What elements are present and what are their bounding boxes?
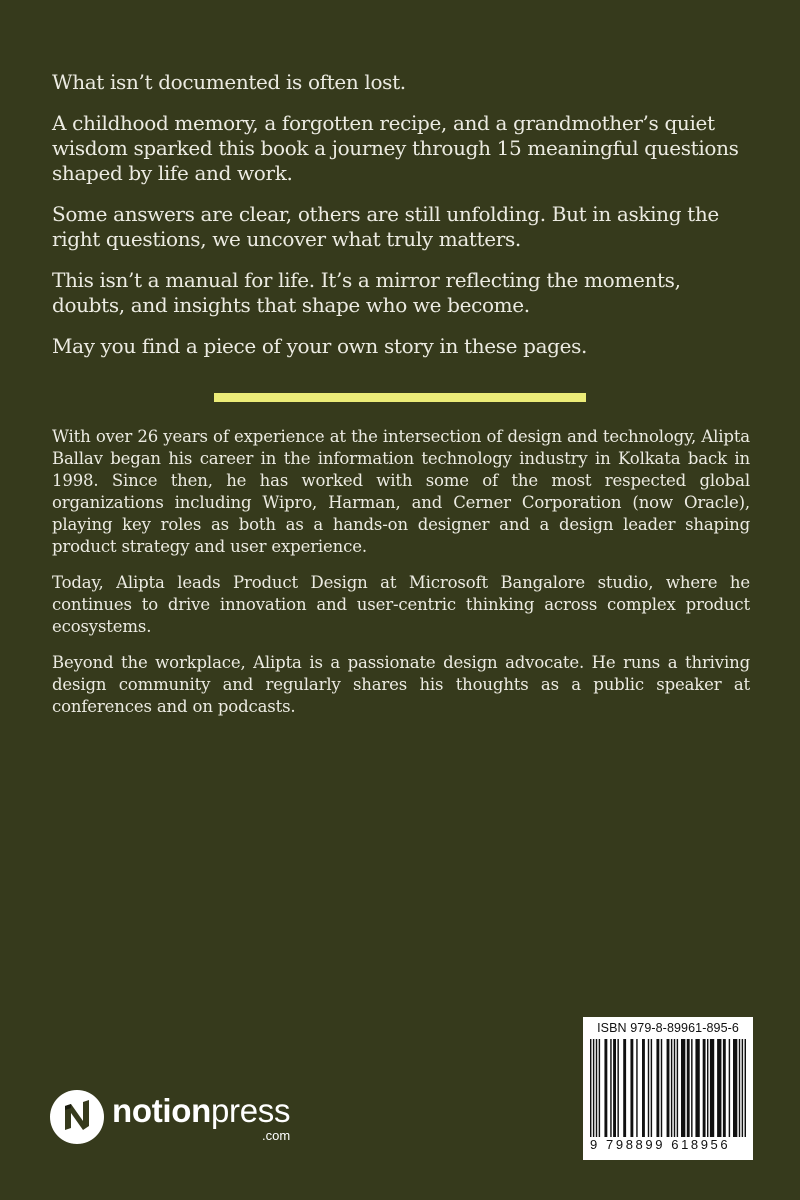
barcode-bar [687,1039,690,1137]
barcode-bar [613,1039,616,1137]
barcode-bar [623,1039,626,1137]
barcode-bar [656,1039,659,1137]
barcode-bar [739,1039,740,1137]
bio-paragraph-3: Beyond the workplace, Alipta is a passionate design advocate. He runs a thriving design community and regularly shares his thoughts as a public speaker at conferences and on podcasts. [52,653,750,716]
barcode-bar [717,1039,721,1137]
barcode-bar [636,1039,637,1137]
bio-paragraph-2: Today, Alipta leads Product Design at Microsoft Bangalore studio, where he continues to drive innovation and user-centric thinking across complex product ecosystems. [52,573,750,636]
publisher-logo [50,1090,290,1144]
blurb-paragraph-4: This isn’t a manual for life. It’s a mirror reflecting the moments, doubts, and insights that shape who we become. [52,268,681,317]
barcode-bar [677,1039,678,1137]
barcode-bar [707,1039,708,1137]
barcode-bar [733,1039,737,1137]
back-cover-blurb [52,70,752,375]
barcode-bar [610,1039,611,1137]
author-bio [52,426,750,732]
barcode-bar [617,1039,618,1137]
yellow-divider [214,393,586,402]
isbn-digits: 9 798899 618956 [590,1137,731,1152]
isbn-label: ISBN 979-8-89961-895-6 [597,1021,739,1035]
barcode-bars [589,1039,747,1137]
barcode-bar [590,1039,591,1137]
barcode-bar [671,1039,672,1137]
blurb-paragraph-5: May you find a piece of your own story in these pages. [52,334,588,358]
barcode-bar [729,1039,730,1137]
isbn-barcode [583,1017,753,1160]
barcode-bar [691,1039,692,1137]
barcode-bar [703,1039,706,1137]
barcode-bar [604,1039,607,1137]
barcode-bar [596,1039,597,1137]
barcode-bar [593,1039,594,1137]
blurb-paragraph-2: A childhood memory, a forgotten recipe, and a grandmother’s quiet wisdom sparked this book a journey through 15 meaningful questions shaped by life and work. [52,111,739,185]
barcode-bar [651,1039,652,1137]
barcode-bar [742,1039,743,1137]
barcode-bar [745,1039,746,1137]
barcode-bar [599,1039,600,1137]
barcode-bar [710,1039,714,1137]
publisher-domain: .com [262,1128,291,1143]
barcode-bar [681,1039,685,1137]
publisher-name: notionpress [112,1092,291,1129]
barcode-bar [723,1039,726,1137]
barcode-bar [674,1039,675,1137]
barcode-bar [661,1039,662,1137]
notionpress-n-logo-icon [50,1090,104,1144]
bio-paragraph-1: With over 26 years of experience at the intersection of design and technology, Alipta Ballav began his career in the information technology industry in Kolkata back in 1998. Since then, he has worked with some of the most respected global organizations including Wipro, Harman, and Cerner Corporation (now Oracle), playing key roles as both as a hands-on designer and a design leader shaping product strategy and user experience. [52,427,750,556]
barcode-bar [695,1039,699,1137]
blurb-paragraph-3: Some answers are clear, others are still unfolding. But in asking the right questions, we uncover what truly matters. [52,202,719,251]
blurb-paragraph-1: What isn’t documented is often lost. [52,70,406,94]
publisher-wordmark [112,1090,290,1144]
barcode-bar [630,1039,633,1137]
barcode-bar [648,1039,649,1137]
barcode-bar [642,1039,645,1137]
barcode-bar [667,1039,670,1137]
